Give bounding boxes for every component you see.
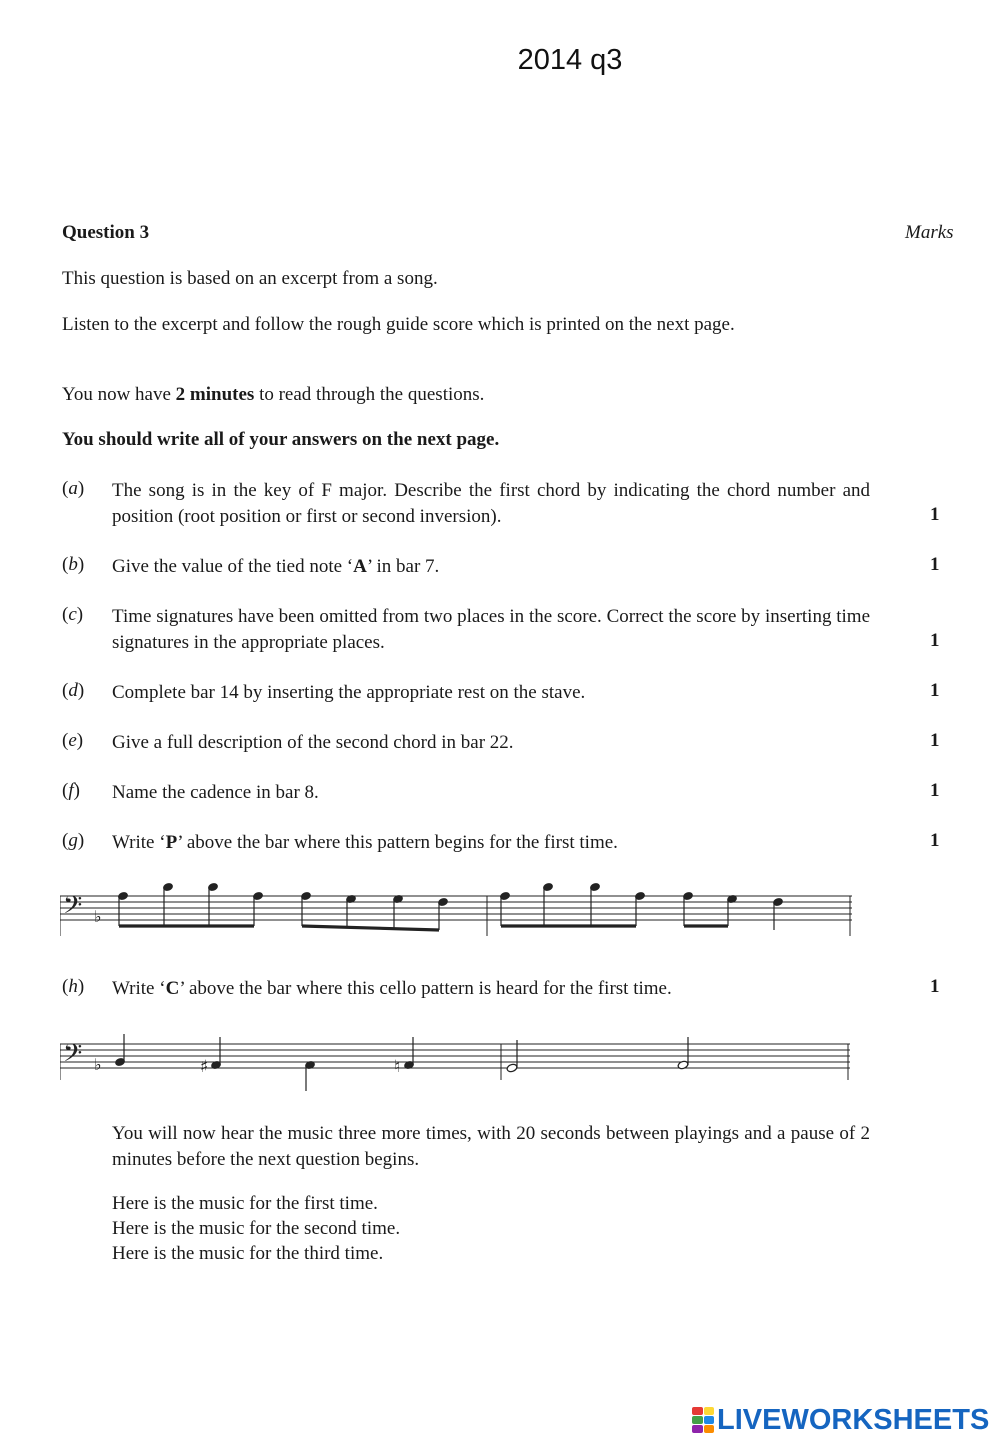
closing-instructions: You will now hear the music three more times, with 20 seconds between playings and a pause of 2 minutes before the next question begins. — [112, 1123, 870, 1170]
item-b-mark: 1 — [930, 554, 940, 575]
item-d-text: Complete bar 14 by inserting the appropriate rest on the stave. — [112, 682, 586, 703]
item-b-text: Give the value of the tied note ‘A’ in bar 7. — [112, 556, 440, 577]
sharp-icon — [200, 1057, 208, 1077]
item-h-mark: 1 — [930, 976, 940, 997]
bass-clef-icon — [63, 891, 82, 926]
pattern-p-staff — [60, 882, 860, 952]
bass-clef-icon — [63, 1039, 82, 1074]
svg-text:𝄢: 𝄢 — [63, 891, 83, 926]
item-c-text: Time signatures have been omitted from two places in the score. Correct the score by inserting time signatures in the appropriate places. — [112, 606, 870, 653]
item-g-text: Write ‘P’ above the bar where this pattern begins for the first time. — [112, 832, 618, 853]
item-a-mark: 1 — [930, 504, 940, 525]
item-e-text: Give a full description of the second chord in bar 22. — [112, 732, 514, 753]
intro-text-3: You now have 2 minutes to read through the questions. — [62, 384, 485, 405]
natural-icon — [394, 1057, 400, 1077]
item-b-label: (b) — [62, 554, 85, 575]
svg-text:♮: ♮ — [394, 1057, 401, 1077]
item-e-mark: 1 — [930, 730, 940, 751]
item-a-label: (a) — [62, 478, 85, 499]
svg-text:♭: ♭ — [94, 1055, 102, 1074]
item-d-mark: 1 — [930, 680, 940, 701]
item-f-label: (f) — [62, 780, 80, 801]
question-title: Question 3 — [62, 222, 150, 243]
pattern-p-notes — [118, 882, 784, 930]
cello-pattern-staff — [60, 1030, 860, 1100]
playing-line-1: Here is the music for the first time. — [112, 1193, 378, 1214]
item-h-text: Write ‘C’ above the bar where this cello pattern is heard for the first time. — [112, 978, 672, 999]
svg-text:♯: ♯ — [200, 1057, 209, 1077]
item-h-label: (h) — [62, 976, 85, 997]
item-g-mark: 1 — [930, 830, 940, 851]
flat-key-signature-icon — [94, 1055, 102, 1074]
item-c-label: (c) — [62, 604, 84, 625]
marks-heading: Marks — [905, 222, 954, 243]
playing-line-3: Here is the music for the third time. — [112, 1243, 384, 1264]
liveworksheets-logo — [692, 1402, 989, 1438]
liveworksheets-logo-icon — [692, 1407, 714, 1433]
svg-text:𝄢: 𝄢 — [63, 1039, 83, 1074]
page-header-title: 2014 q3 — [517, 44, 623, 76]
item-d-label: (d) — [62, 680, 85, 701]
svg-text:♭: ♭ — [94, 907, 102, 926]
item-a-text: The song is in the key of F major. Describe the first chord by indicating the chord number and position (root position or first or second inversion). — [112, 480, 870, 527]
item-f-mark: 1 — [930, 780, 940, 801]
item-g-label: (g) — [62, 830, 85, 851]
flat-key-signature-icon — [94, 907, 102, 926]
intro-text-2: Listen to the excerpt and follow the rough guide score which is printed on the next page. — [62, 314, 735, 335]
intro-text-1: This question is based on an excerpt from a song. — [62, 268, 438, 289]
playing-line-2: Here is the music for the second time. — [112, 1218, 401, 1239]
item-e-label: (e) — [62, 730, 84, 751]
item-f-text: Name the cadence in bar 8. — [112, 782, 319, 803]
intro-text-4: You should write all of your answers on the next page. — [62, 429, 500, 450]
liveworksheets-brand-text: LIVEWORKSHEETS — [717, 1403, 990, 1436]
item-c-mark: 1 — [930, 630, 940, 651]
